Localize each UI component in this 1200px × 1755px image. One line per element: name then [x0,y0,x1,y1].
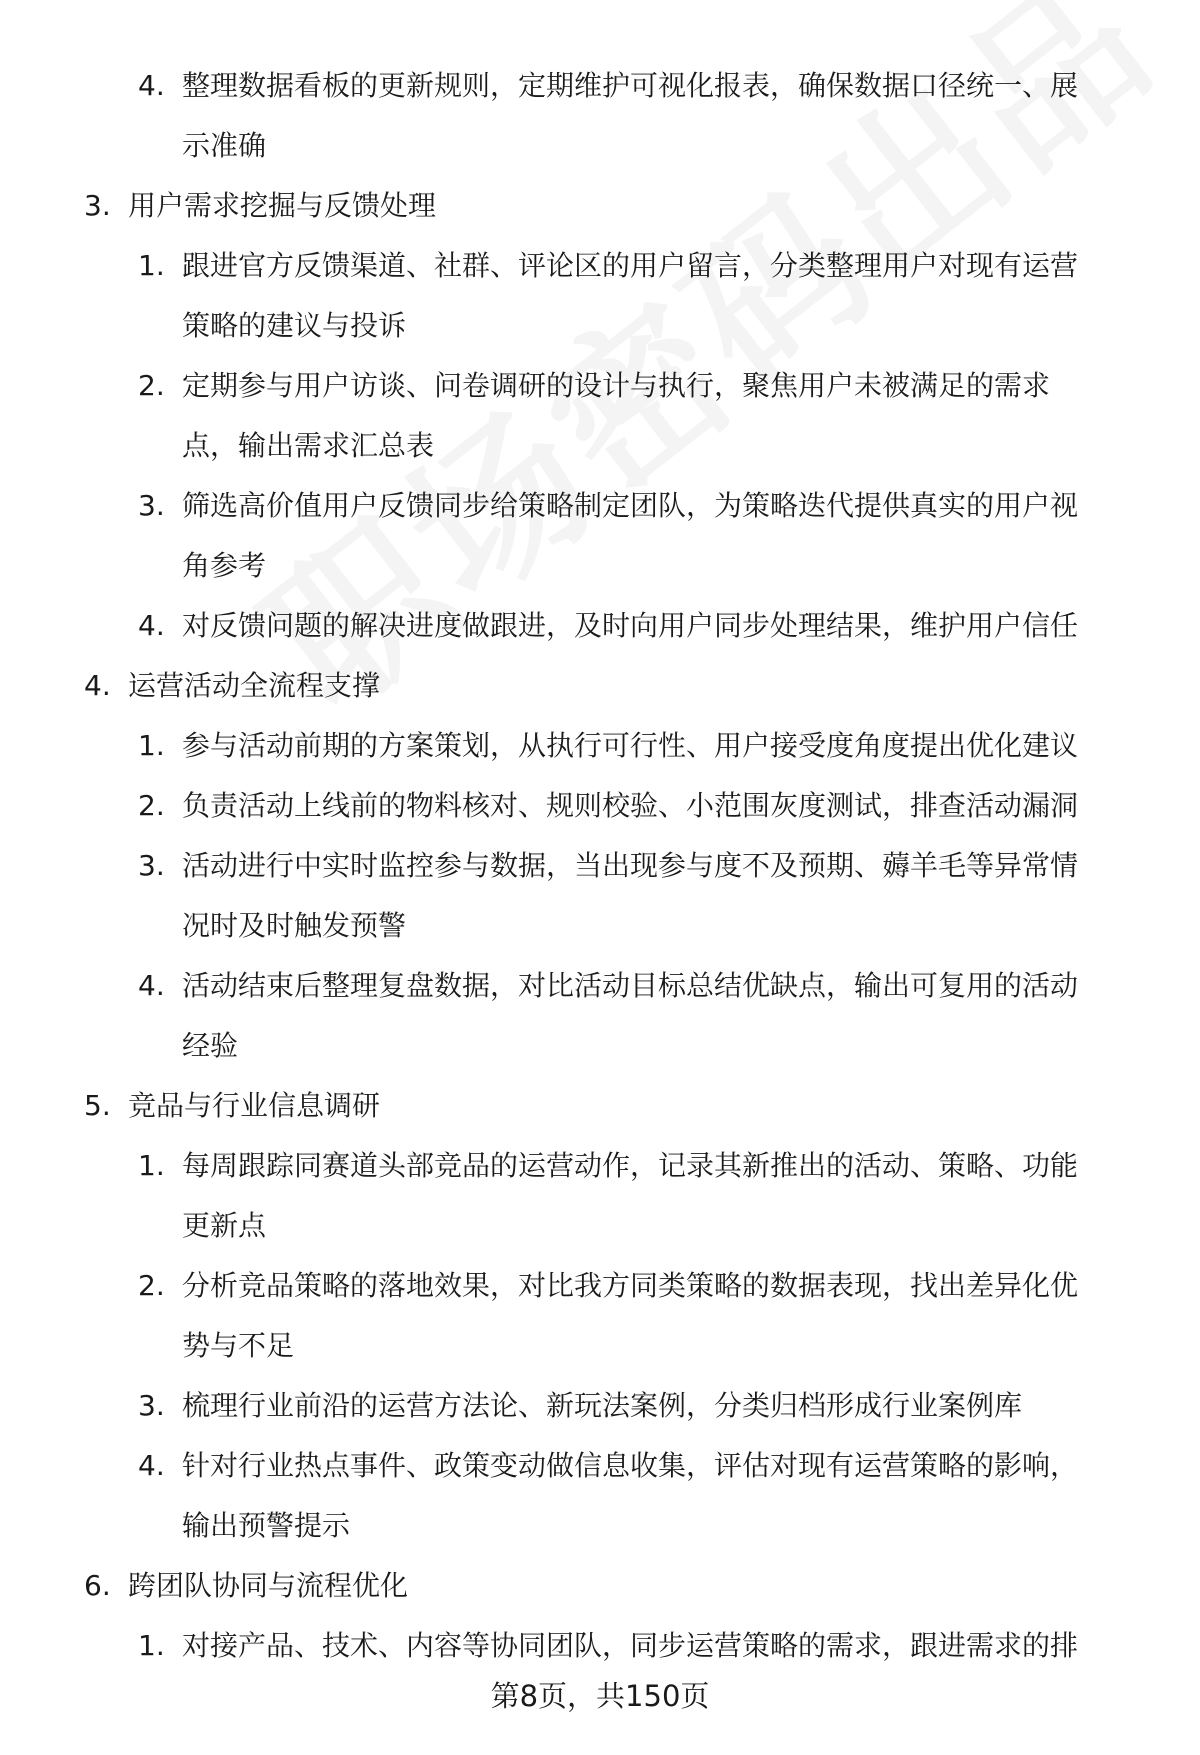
list-item-continuation [0,536,1200,596]
list-text: 每周跟踪同赛道头部竞品的运营动作，记录其新推出的活动、策略、功能 [182,1149,1079,1182]
list-item-continuation [0,1496,1200,1556]
list-text: 对反馈问题的解决进度做跟进，及时向用户同步处理结果，维护用户信任 [182,609,1079,642]
list-item [0,236,1200,296]
list-text: 策略的建议与投诉 [182,309,407,342]
list-item-continuation [0,1316,1200,1376]
list-text: 竞品与行业信息调研 [128,1089,381,1122]
list-text: 况时及时触发预警 [182,909,407,942]
list-item-continuation [0,296,1200,356]
list-text: 用户需求挖掘与反馈处理 [128,189,437,222]
list-text: 整理数据看板的更新规则，定期维护可视化报表，确保数据口径统一、展 [182,69,1079,102]
list-text: 经验 [182,1029,239,1062]
list-text: 更新点 [182,1209,267,1242]
page-footer: 第8页，共150页 [490,1679,710,1713]
list-item [0,1376,1200,1436]
list-text: 分析竞品策略的落地效果，对比我方同类策略的数据表现，找出差异化优 [182,1269,1079,1302]
list-text: 活动进行中实时监控参与数据，当出现参与度不及预期、薅羊毛等异常情 [182,849,1079,882]
list-text: 输出预警提示 [182,1509,351,1542]
list-number: 4. [138,609,165,642]
list-text: 跨团队协同与流程优化 [128,1569,409,1602]
list-item-continuation [0,1196,1200,1256]
list-number: 4. [138,69,165,102]
list-item [0,836,1200,896]
list-item-continuation [0,116,1200,176]
list-text: 运营活动全流程支撑 [128,669,381,702]
list-text: 定期参与用户访谈、问卷调研的设计与执行，聚焦用户未被满足的需求 [182,369,1051,402]
list-number: 5. [84,1089,111,1122]
list-item-continuation [0,416,1200,476]
section-heading [0,176,1200,236]
list-item [0,1616,1200,1676]
list-item-continuation [0,1016,1200,1076]
list-item [0,1256,1200,1316]
list-number: 1. [138,1629,165,1662]
list-item [0,716,1200,776]
list-item [0,1436,1200,1496]
list-item [0,776,1200,836]
list-item [0,476,1200,536]
list-number: 1. [138,729,165,762]
list-text: 跟进官方反馈渠道、社群、评论区的用户留言，分类整理用户对现有运营 [182,249,1079,282]
list-number: 2. [138,1269,165,1302]
list-number: 1. [138,249,165,282]
document-body [0,56,1200,1676]
list-text: 势与不足 [182,1329,295,1362]
list-number: 4. [138,969,165,1002]
list-item [0,356,1200,416]
list-text: 示准确 [182,129,267,162]
list-text: 角参考 [182,549,267,582]
list-item [0,596,1200,656]
list-item [0,56,1200,116]
list-text: 筛选高价值用户反馈同步给策略制定团队，为策略迭代提供真实的用户视 [182,489,1079,522]
list-number: 3. [138,489,165,522]
list-text: 对接产品、技术、内容等协同团队，同步运营策略的需求，跟进需求的排 [182,1629,1079,1662]
list-number: 2. [138,789,165,822]
list-number: 3. [138,1389,165,1422]
list-number: 2. [138,369,165,402]
list-number: 1. [138,1149,165,1182]
list-number: 3. [84,189,111,222]
list-text: 梳理行业前沿的运营方法论、新玩法案例，分类归档形成行业案例库 [182,1389,1023,1422]
list-number: 3. [138,849,165,882]
list-item [0,956,1200,1016]
section-heading [0,1076,1200,1136]
list-number: 6. [84,1569,111,1602]
list-text: 负责活动上线前的物料核对、规则校验、小范围灰度测试，排查活动漏洞 [182,789,1079,822]
list-text: 参与活动前期的方案策划，从执行可行性、用户接受度角度提出优化建议 [182,729,1079,762]
list-text: 活动结束后整理复盘数据，对比活动目标总结优缺点，输出可复用的活动 [182,969,1079,1002]
list-number: 4. [138,1449,165,1482]
list-item [0,1136,1200,1196]
list-text: 针对行业热点事件、政策变动做信息收集，评估对现有运营策略的影响， [182,1449,1079,1482]
section-heading [0,1556,1200,1616]
section-heading [0,656,1200,716]
list-text: 点，输出需求汇总表 [182,429,435,462]
list-number: 4. [84,669,111,702]
list-item-continuation [0,896,1200,956]
